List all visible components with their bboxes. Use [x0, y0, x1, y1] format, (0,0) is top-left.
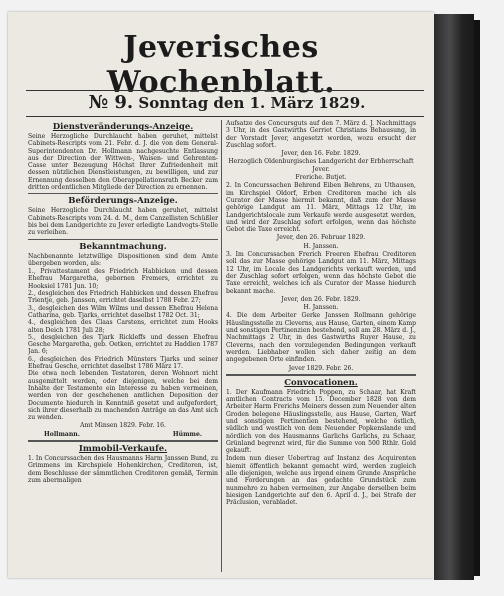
notice-2-text: 2. In Concurssachen Behrend Eiben Behrens, zu Uthausen, im Kirchspiel Oldorf, Erben Creditoren mache ich als Curator der Masse hiermit bekannt, daß zum der Masse gehörige Landgut am 11. März, Mittags 12 Uhr, im Landgerichtslocale zum Verkaufe werde ausgesetzt werden, und wird der Zuschlag sofort erfolgen, wenn das höchste Gebot die Taxe erreicht.	[226, 182, 416, 234]
section-title-befoerderung: Beförderungs-Anzeige.	[68, 196, 178, 207]
notice-2-name: H. Janssen.	[303, 242, 339, 250]
section-title-convocationen: Convocationen.	[284, 377, 358, 388]
issue-line	[30, 92, 424, 113]
bekanntmachung-date: Amt Minsen 1829. Febr. 16.	[80, 422, 166, 430]
list-item: 6., desgleichen des Friedrich Münsters Tjarks und seiner Ehefrau Gesche, errichtet daselbst 1786 März 17.	[28, 355, 218, 371]
signature-huemme: Hümme.	[172, 430, 202, 438]
bekanntmachung-intro: Nachbenannte letztwillige Dispositionen sind dem Amte übergeben worden, als:	[28, 252, 218, 267]
section-divider	[28, 239, 218, 240]
notice-2-date: Jever, den 26. Februar 1829.	[276, 234, 366, 242]
list-item: 2., desgleichen des Friedrich Habbicken und dessen Ehefrau Trientje, geb. Janssen, errichtet daselbst 1788 Febr. 27;	[28, 290, 218, 305]
issue-date: Sonntag den 1. März 1829.	[138, 94, 366, 112]
masthead-rule-top	[26, 90, 424, 91]
section-title-bekanntmachung: Bekanntmachung.	[79, 241, 167, 252]
section-divider	[226, 374, 416, 376]
masthead-rule-bottom	[26, 116, 424, 117]
left-column	[28, 120, 218, 578]
column-divider	[221, 120, 222, 572]
notice-3-date: Jever, den 26. Febr. 1829.	[281, 295, 361, 303]
convocation-text-1: 1. Der Kaufmann Friedrich Poppen, zu Schaar, hat Kraft amtlichen Contracts vom 15. December 1828 von dem Arbeiter Harm Frerichs Meiners dessen zum Neuender alten Groden belegene Häuslingsstelle, aus Hause, Garten, Warf und sonstigen Pertinentien bestehend, welche östlich, südlich und westlich von dem Neuender Popkenslande und nördlich von des Hausmanns Garlichs Garlichs, zu Schaar, Grünland begrenzt wird, für die Summe von 500 Rthlr. Gold gekauft.	[226, 388, 416, 455]
section-text-befoerderung: Seine Herzogliche Durchlaucht haben geruhet, mittelst Cabinets-Rescripts vom 24. d. M., dem Canzellisten Schüßler bis bei dem Landgerichte zu Jever erledigte Landvogts-Stelle zu verleihen.	[28, 207, 218, 237]
list-item: 4., desgleichen des Claas Carstens, errichtet zum Hooks alten Deich 1781 Juli 28;	[28, 319, 218, 334]
notice-4-date: Jever 1829. Febr. 26.	[288, 364, 354, 372]
section-divider	[28, 193, 218, 194]
right-column	[226, 120, 416, 520]
notice-3-text: 3. Im Concurssachen Frerich Freeren Ehefrau Creditoren soll das zur Masse gehörige Landgut am 11. März, Mittags 12 Uhr, im Locale des Landgerichts verkauft werden, und der Zuschlag sofort erfolgen, wenn das höchste Gebot die Taxe erreicht, welches ich als Curator der Masse hiedurch bekannt mache.	[226, 251, 416, 295]
newspaper-page	[8, 12, 434, 578]
bekanntmachung-text: Die etwa noch lebenden Testatoren, deren Wohnort nicht ausgemittelt werden, oder diejenigen, welche bei dem Inhalte der Testamente ein Interesse zu haben vermeinen, werden von der geschehenen amtlichen Deposition der Documente hiedurch in Kenntniß gesetzt und aufgefordert, sich ihrer dieserhalb zu machenden Anträge an das Amt sich zu wenden.	[28, 370, 218, 422]
signatures	[28, 431, 218, 438]
section-text-dienstveraenderung: Seine Herzogliche Durchlaucht haben geruhet, mittelst Cabinets-Rescripts vom 21. Febr. d. J. die von dem General-Superintendenten Dr. Hollmann nachgesuchte Entlassung aus der Direction der Wittwen-, Waisen- und Gehrenten-Casse unter Bezeugung Höchst Ihrer Zufriedenheit mit dessen nützlichen Dienstleistungen, zu bewilligen, und zur Ernennung desselben den Oberappellationsrath Becker zum dritten ordentlichen Mitgliede der Direction zu ernennen.	[28, 133, 218, 192]
section-divider	[28, 440, 218, 442]
notice-1-names: Freriche. Butjet.	[295, 174, 347, 182]
list-item: 3., desgleichen des Wilm Wilms und dessen Ehefrau Helena Catharina, geb. Tjarks, errichtet daselbst 1782 Oct. 31;	[28, 304, 218, 319]
notice-1-text: Aufsatze des Concursguts auf den 7. März d. J. Nachmittags 3 Uhr, in des Gastwirths Gerriet Christians Behausung, in der Vorstadt Jever, angesetzt worden, wozu ersucht der Zuschlag sofort.	[226, 120, 416, 149]
immobil-verkaufe-text: 1. In Concurssachen des Hausmanns Harm Janssen Bund, zu Grimmens im Kirchspiele Hohenkirchen, Creditoren, ist, dem Beschlusse der sämmtlichen Creditoren gemäß, Termin zum abermaligen	[28, 454, 218, 484]
section-title-immobil-verkaufe: Immobil-Verkaufe.	[78, 443, 168, 454]
issue-number: № 9.	[88, 92, 134, 113]
book-spine	[434, 14, 474, 580]
list-item: 1., Privattestament des Friedrich Habbicken und dessen Ehefrau Margaretha, gebornen Fremers, errichtet zu Hooksiel 1781 Jun. 10;	[28, 268, 218, 290]
list-item: 5., desgleichen des Tjark Rickleffs und dessen Ehefrau Gesche Margaretha, geb. Oetken, errichtet zu Haddien 1787 Jan. 6;	[28, 333, 218, 356]
notice-4-text: 4. Die dem Arbeiter Gerke Janssen Rollmann gehörige Häuslingsstelle zu Cleverns, aus Hause, Garten, einem Kamp und sonstigen Pertinenzien bestehend, soll am 28. März d. J., Nachmittags 2 Uhr, in des Gastwirths Ruyer Hause, zu Cleverns, nach den vorzulegenden Bedingungen verkauft werden. Liebhaber wollen sich daher zeitig an dem angegebenen Orte einfinden.	[226, 312, 416, 364]
notice-1-date: Jever, den 16. Febr. 1829.	[281, 150, 361, 158]
book-spine-edge	[474, 20, 480, 576]
convocation-text-2: Indem nun dieser Uebertrag auf Instanz des Acquirenten hiemit öffentlich bekannt gemacht wird, werden zugleich alle diejenigen, welche aus irgend einem Grunde Ansprüche und Forderungen an das gedachte Grundstück zum nunmehro zu haben vermeinen, zur Angabe derselben beim hiesigen Landgerichte auf den 6. April d. J., bei Strafe der Präclusion, verabladet.	[226, 455, 416, 507]
masthead-title: Jeverisches Wochenblatt.	[106, 30, 336, 100]
signature-hollmann: Hollmann.	[44, 430, 80, 438]
section-title-dienstveraenderung: Dienstveränderungs-Anzeige.	[52, 122, 194, 132]
notice-1-authority: Herzoglich Oldenburgisches Landgericht der Erbherrschaft Jever.	[228, 158, 414, 173]
notice-3-name: H. Janssen.	[303, 304, 339, 312]
